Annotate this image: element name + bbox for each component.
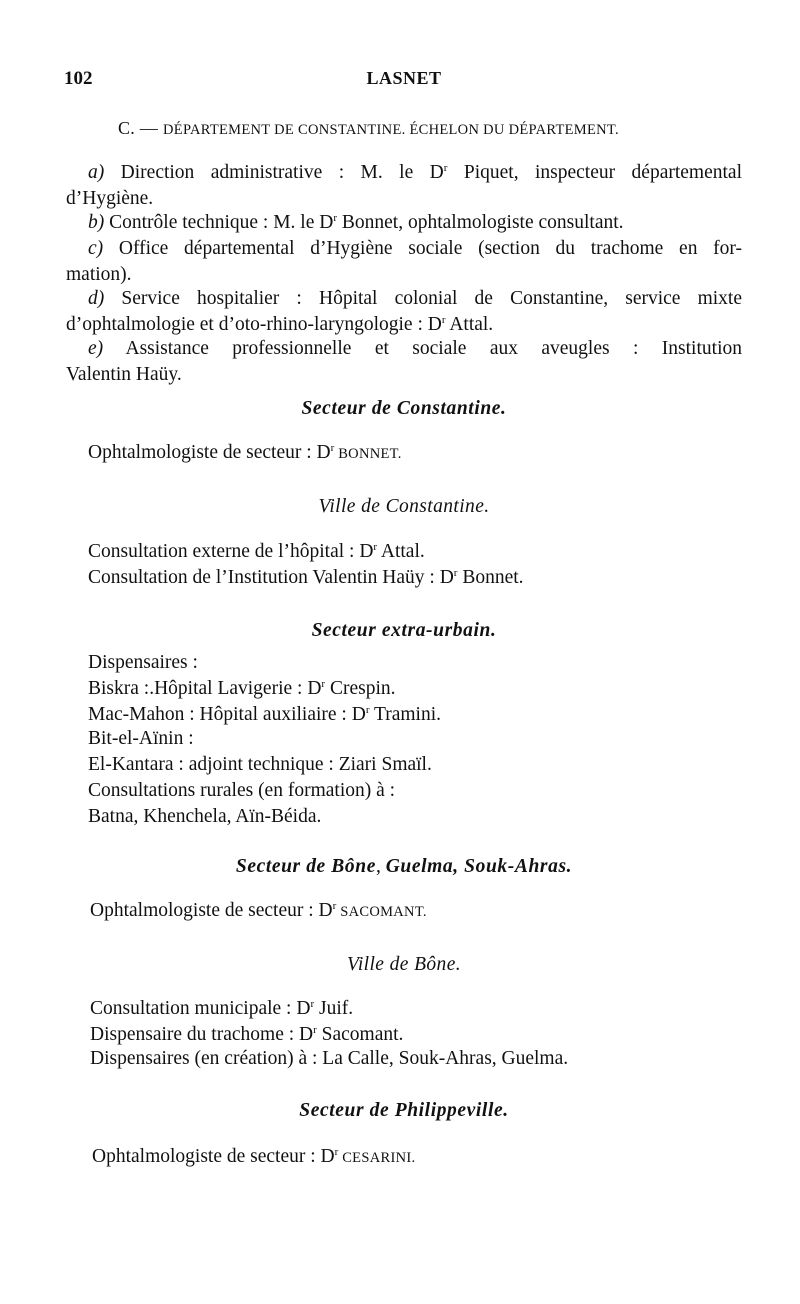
superscript: r: [443, 162, 448, 174]
ophtalmo-label: Ophtalmologiste de secteur : D: [88, 442, 331, 463]
doctor-name: Crespin.: [325, 678, 396, 699]
villes-line: Batna, Khenchela, Aïn-Béida.: [88, 806, 322, 827]
ville-constantine-line1: [88, 539, 425, 565]
consultation-institution: Consultation de l’Institution Valentin Haüy : D: [88, 567, 454, 588]
secteur-constantine-title: Secteur de Constantine.: [301, 398, 507, 419]
superscript: r: [365, 704, 370, 716]
ophtalmo-label: Ophtalmologiste de secteur : D: [90, 900, 333, 921]
secteur-bone-title: [64, 854, 744, 880]
section-letter: C. —: [118, 118, 159, 138]
ville-constantine-line2: [88, 565, 524, 591]
item-d-line1: [88, 286, 742, 312]
macmahon-text: Mac-Mahon : Hôpital auxiliaire : D: [88, 704, 366, 725]
item-a-line1: [88, 160, 742, 186]
bitelainin-line: Bit-el-Aïnin :: [88, 728, 194, 749]
ville-bone-line2: [90, 1022, 403, 1048]
superscript: r: [373, 541, 378, 553]
item-a-label: a): [88, 162, 105, 183]
item-a-line2: d’Hygiène.: [66, 188, 154, 209]
ophtalmo-label: Ophtalmologiste de secteur : D: [92, 1146, 335, 1167]
page-number: 102: [64, 68, 93, 89]
item-a-text-end: Piquet, inspecteur départemental: [447, 162, 742, 183]
ophtalmo-name: CESARINI.: [338, 1150, 416, 1166]
item-c-line2: mation).: [66, 264, 132, 285]
secteur-bone-title-a: Secteur de Bône: [235, 856, 376, 877]
consultation-municipale: Consultation municipale : D: [90, 998, 311, 1019]
consultations-rurales-line: Consultations rurales (en formation) à :: [88, 780, 396, 801]
doctor-name: Attal.: [377, 541, 425, 562]
item-d-text: Service hospitalier : Hôpital colonial de Constantine, service mixte: [121, 288, 742, 309]
ville-bone-title: Ville de Bône.: [346, 954, 462, 975]
superscript: r: [332, 900, 337, 912]
ophtalmo-name: SACOMANT.: [336, 904, 427, 920]
secteur-bone-ophtalmo: [90, 898, 427, 925]
section-heading: [118, 118, 619, 139]
doctor-name: Bonnet.: [457, 567, 524, 588]
superscript: r: [334, 1146, 339, 1158]
consultation-externe: Consultation externe de l’hôpital : D: [88, 541, 374, 562]
superscript: r: [330, 442, 335, 454]
item-e-label: e): [88, 338, 104, 359]
secteur-extra-urbain-title: Secteur extra-urbain.: [311, 620, 497, 641]
item-a-text: Direction administrative : M. le D: [120, 162, 444, 183]
secteur-constantine-ophtalmo: [88, 440, 402, 467]
dispensaires-label: Dispensaires :: [88, 652, 198, 673]
item-e-line1: [88, 336, 742, 362]
item-d-label: d): [88, 288, 105, 309]
superscript: r: [321, 678, 326, 690]
superscript: r: [453, 567, 458, 579]
item-b: [88, 210, 624, 236]
macmahon-line: [88, 702, 441, 728]
superscript: r: [310, 998, 315, 1010]
item-d-text2-end: Attal.: [445, 314, 494, 335]
item-c-text: Office départemental d’Hygiène sociale (section du trachome en for-: [118, 238, 742, 259]
secteur-philippeville-ophtalmo: [92, 1144, 415, 1171]
item-b-text: Contrôle technique : M. le D: [109, 212, 334, 233]
item-d-text2: d’ophtalmologie et d’oto-rhino-laryngologie : D: [66, 314, 442, 335]
doctor-name: Tramini.: [369, 704, 442, 725]
section-title: DÉPARTEMENT DE CONSTANTINE. ÉCHELON DU DÉPARTEMENT.: [163, 122, 619, 138]
doctor-name: Sacomant.: [316, 1024, 404, 1045]
secteur-philippeville-title: Secteur de Philippeville.: [299, 1100, 509, 1121]
item-b-label: b): [88, 212, 105, 233]
running-head: LASNET: [366, 68, 442, 88]
superscript: r: [333, 212, 337, 224]
biskra-text: Biskra :.Hôpital Lavigerie : D: [88, 678, 322, 699]
item-e-text: Assistance professionnelle et sociale aux aveugles : Institution: [125, 338, 742, 359]
item-b-text-end: Bonnet, ophtalmologiste consultant.: [337, 212, 624, 233]
superscript: r: [313, 1024, 317, 1036]
item-e-line2: Valentin Haüy.: [66, 364, 182, 385]
ville-constantine-title: Ville de Constantine.: [318, 496, 490, 517]
dispensaire-trachome: Dispensaire du trachome : D: [90, 1024, 314, 1045]
superscript: r: [441, 314, 446, 326]
biskra-line: [88, 676, 396, 702]
item-c-line1: [88, 236, 742, 262]
ophtalmo-name: BONNET.: [334, 446, 402, 462]
doctor-name: Juif.: [314, 998, 354, 1019]
ville-bone-line3: Dispensaires (en création) à : La Calle, Souk-Ahras, Guelma.: [90, 1048, 569, 1069]
ville-bone-line1: [90, 996, 353, 1022]
secteur-bone-title-sep: ,: [375, 856, 386, 877]
page-header: [64, 68, 744, 94]
elkantara-line: El-Kantara : adjoint technique : Ziari Smaïl.: [88, 754, 432, 775]
secteur-bone-title-c: Guelma, Souk-Ahras.: [385, 856, 573, 877]
item-d-line2: [66, 312, 493, 338]
item-c-label: c): [88, 238, 104, 259]
